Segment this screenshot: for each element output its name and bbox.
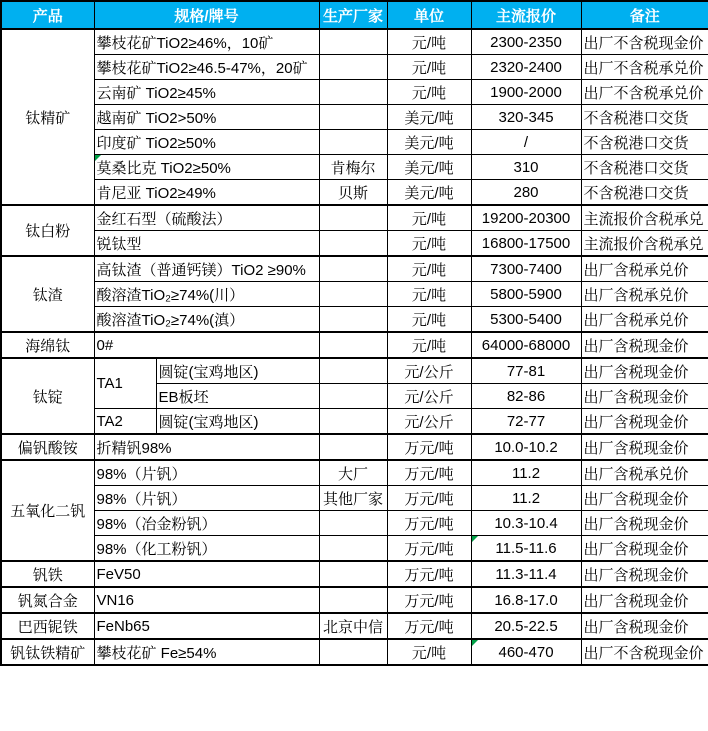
cell-maker[interactable] (319, 409, 387, 435)
cell-maker[interactable]: 北京中信 (319, 613, 387, 639)
table-row (1, 613, 708, 639)
cell-spec[interactable]: VN16 (94, 587, 319, 613)
table-row (1, 587, 708, 613)
cell-price[interactable]: 5300-5400 (471, 307, 581, 333)
table-row (1, 409, 708, 435)
table-body (1, 29, 708, 665)
cell-price[interactable]: 19200-20300 (471, 205, 581, 231)
cell-maker[interactable] (319, 307, 387, 333)
cell-unit[interactable]: 美元/吨 (387, 155, 471, 180)
cell-unit[interactable]: 元/吨 (387, 231, 471, 257)
cell-unit[interactable]: 万元/吨 (387, 434, 471, 460)
cell-note[interactable]: 不含税港口交货 (581, 130, 708, 155)
cell-maker[interactable] (319, 282, 387, 307)
cell-price[interactable]: 320-345 (471, 105, 581, 130)
cell-maker[interactable]: 贝斯 (319, 180, 387, 206)
cell-spec[interactable]: FeV50 (94, 561, 319, 587)
table-row (1, 231, 708, 257)
table-row (1, 511, 708, 536)
cell-spec[interactable]: 98%（片钒） (94, 486, 319, 511)
header-price[interactable]: 主流报价 (471, 1, 581, 29)
cell-spec[interactable]: 攀枝花矿TiO2≥46%，10矿 (94, 29, 319, 55)
cell-unit[interactable]: 万元/吨 (387, 561, 471, 587)
cell-unit[interactable]: 元/吨 (387, 282, 471, 307)
cell-spec[interactable]: 攀枝花矿 Fe≥54% (94, 639, 319, 665)
table-header (1, 1, 708, 29)
cell-note[interactable]: 出厂含税现金价 (581, 358, 708, 384)
cell-note[interactable]: 不含税港口交货 (581, 155, 708, 180)
table-row (1, 307, 708, 333)
cell-spec[interactable]: 越南矿 TiO2>50% (94, 105, 319, 130)
table-row (1, 332, 708, 358)
cell-spec[interactable]: 圆锭(宝鸡地区) (156, 409, 319, 435)
cell-price[interactable]: 11.2 (471, 486, 581, 511)
cell-unit[interactable]: 元/公斤 (387, 358, 471, 384)
cell-maker[interactable]: 大厂 (319, 460, 387, 486)
cell-maker[interactable] (319, 384, 387, 409)
cell-product[interactable]: 海绵钛 (1, 332, 94, 358)
cell-maker[interactable] (319, 358, 387, 384)
cell-maker[interactable]: 肯梅尔 (319, 155, 387, 180)
cell-note[interactable]: 出厂含税承兑价 (581, 307, 708, 333)
cell-maker[interactable] (319, 536, 387, 562)
cell-price[interactable]: 2300-2350 (471, 29, 581, 55)
cell-note[interactable]: 主流报价含税承兑 (581, 205, 708, 231)
cell-price[interactable]: 20.5-22.5 (471, 613, 581, 639)
cell-price[interactable]: 11.2 (471, 460, 581, 486)
cell-note[interactable]: 出厂含税现金价 (581, 561, 708, 587)
cell-product[interactable]: 钒氮合金 (1, 587, 94, 613)
cell-maker[interactable] (319, 434, 387, 460)
cell-unit[interactable]: 元/吨 (387, 307, 471, 333)
cell-product[interactable]: 钒铁 (1, 561, 94, 587)
table-row (1, 639, 708, 665)
cell-note[interactable]: 出厂含税现金价 (581, 587, 708, 613)
cell-note[interactable]: 出厂不含税现金价 (581, 639, 708, 665)
cell-unit[interactable]: 元/吨 (387, 639, 471, 665)
table-row (1, 282, 708, 307)
cell-unit[interactable]: 万元/吨 (387, 536, 471, 562)
cell-unit[interactable]: 美元/吨 (387, 130, 471, 155)
cell-note[interactable]: 出厂含税现金价 (581, 409, 708, 435)
cell-spec[interactable]: 酸溶渣TiO₂≥74%(川） (94, 282, 319, 307)
table-row (1, 358, 708, 384)
cell-maker[interactable] (319, 29, 387, 55)
cell-price[interactable]: 64000-68000 (471, 332, 581, 358)
table-row (1, 155, 708, 180)
cell-spec[interactable]: 肯尼亚 TiO2≥49% (94, 180, 319, 206)
cell-note[interactable]: 不含税港口交货 (581, 105, 708, 130)
cell-maker[interactable] (319, 231, 387, 257)
cell-spec[interactable]: FeNb65 (94, 613, 319, 639)
cell-price[interactable]: 72-77 (471, 409, 581, 435)
cell-product[interactable]: 五氧化二钒 (1, 460, 94, 561)
header-unit[interactable]: 单位 (387, 1, 471, 29)
cell-note[interactable]: 出厂不含税承兑价 (581, 55, 708, 80)
cell-unit[interactable]: 美元/吨 (387, 180, 471, 206)
green-triangle-icon (472, 536, 478, 542)
cell-spec[interactable]: 攀枝花矿TiO2≥46.5-47%，20矿 (94, 55, 319, 80)
table-row (1, 55, 708, 80)
cell-unit[interactable]: 元/吨 (387, 205, 471, 231)
cell-price[interactable]: 82-86 (471, 384, 581, 409)
table-row (1, 536, 708, 562)
cell-price[interactable]: 16800-17500 (471, 231, 581, 257)
table-row (1, 561, 708, 587)
cell-spec[interactable]: 高钛渣（普通钙镁）TiO2 ≥90% (94, 256, 319, 282)
cell-note[interactable]: 出厂含税现金价 (581, 486, 708, 511)
cell-unit[interactable]: 万元/吨 (387, 511, 471, 536)
cell-maker[interactable] (319, 80, 387, 105)
green-triangle-icon (472, 640, 478, 646)
cell-unit[interactable]: 元/公斤 (387, 384, 471, 409)
table-row (1, 130, 708, 155)
cell-price[interactable]: 11.5-11.6 (471, 536, 581, 562)
cell-price[interactable]: 10.0-10.2 (471, 434, 581, 460)
cell-note[interactable]: 出厂含税现金价 (581, 332, 708, 358)
cell-price[interactable]: 5800-5900 (471, 282, 581, 307)
cell-maker[interactable] (319, 332, 387, 358)
cell-spec[interactable]: 0# (94, 332, 319, 358)
green-triangle-icon (95, 155, 101, 161)
header-note[interactable]: 备注 (581, 1, 708, 29)
cell-maker[interactable] (319, 511, 387, 536)
header-maker[interactable]: 生产厂家 (319, 1, 387, 29)
table-row (1, 105, 708, 130)
cell-price[interactable]: 10.3-10.4 (471, 511, 581, 536)
cell-note[interactable]: 主流报价含税承兑 (581, 231, 708, 257)
table-row (1, 460, 708, 486)
header-product[interactable]: 产品 (1, 1, 94, 29)
cell-unit[interactable]: 万元/吨 (387, 460, 471, 486)
table-row (1, 256, 708, 282)
cell-product[interactable]: 钛锭 (1, 358, 94, 434)
cell-unit[interactable]: 元/吨 (387, 80, 471, 105)
cell-price[interactable]: 280 (471, 180, 581, 206)
cell-price[interactable]: 77-81 (471, 358, 581, 384)
cell-spec[interactable]: 印度矿 TiO2≥50% (94, 130, 319, 155)
table-row (1, 180, 708, 206)
cell-note[interactable]: 出厂含税现金价 (581, 613, 708, 639)
header-spec[interactable]: 规格/牌号 (94, 1, 319, 29)
cell-spec-grade[interactable]: TA1 (94, 358, 156, 409)
cell-note[interactable]: 出厂含税现金价 (581, 384, 708, 409)
cell-maker[interactable] (319, 105, 387, 130)
cell-spec[interactable]: 金红石型（硫酸法） (94, 205, 319, 231)
cell-price[interactable]: 16.8-17.0 (471, 587, 581, 613)
cell-maker[interactable] (319, 587, 387, 613)
cell-unit[interactable]: 元/吨 (387, 29, 471, 55)
cell-price[interactable]: 2320-2400 (471, 55, 581, 80)
cell-note[interactable]: 出厂含税现金价 (581, 536, 708, 562)
cell-spec[interactable]: 98%（片钒） (94, 460, 319, 486)
table-row (1, 205, 708, 231)
table-row (1, 29, 708, 55)
cell-price[interactable]: 460-470 (471, 639, 581, 665)
cell-spec[interactable]: 云南矿 TiO2≥45% (94, 80, 319, 105)
cell-unit[interactable]: 元/吨 (387, 332, 471, 358)
cell-maker[interactable] (319, 55, 387, 80)
cell-unit[interactable]: 万元/吨 (387, 613, 471, 639)
cell-unit[interactable]: 美元/吨 (387, 105, 471, 130)
cell-spec[interactable]: 折精钒98% (94, 434, 319, 460)
table-row (1, 486, 708, 511)
cell-note[interactable]: 出厂含税现金价 (581, 434, 708, 460)
cell-unit[interactable]: 元/吨 (387, 55, 471, 80)
cell-maker[interactable] (319, 561, 387, 587)
table-row (1, 434, 708, 460)
cell-spec-grade[interactable]: TA2 (94, 409, 156, 435)
cell-maker[interactable] (319, 639, 387, 665)
cell-price[interactable]: 1900-2000 (471, 80, 581, 105)
cell-maker[interactable]: 其他厂家 (319, 486, 387, 511)
cell-spec[interactable]: 锐钛型 (94, 231, 319, 257)
cell-note[interactable]: 出厂含税现金价 (581, 511, 708, 536)
cell-maker[interactable] (319, 205, 387, 231)
cell-spec[interactable]: 98%（化工粉钒） (94, 536, 319, 562)
cell-product[interactable]: 偏钒酸铵 (1, 434, 94, 460)
cell-spec[interactable]: 莫桑比克 TiO2≥50% (94, 155, 319, 180)
cell-product[interactable]: 钛白粉 (1, 205, 94, 256)
cell-spec[interactable]: 酸溶渣TiO₂≥74%(滇） (94, 307, 319, 333)
table-row (1, 80, 708, 105)
cell-price[interactable]: 11.3-11.4 (471, 561, 581, 587)
cell-note[interactable]: 出厂不含税承兑价 (581, 80, 708, 105)
cell-unit[interactable]: 元/吨 (387, 256, 471, 282)
cell-note[interactable]: 不含税港口交货 (581, 180, 708, 206)
cell-unit[interactable]: 万元/吨 (387, 486, 471, 511)
cell-note[interactable]: 出厂含税承兑价 (581, 460, 708, 486)
cell-maker[interactable] (319, 130, 387, 155)
cell-price[interactable]: 310 (471, 155, 581, 180)
cell-unit[interactable]: 万元/吨 (387, 587, 471, 613)
cell-price[interactable]: / (471, 130, 581, 155)
header-row (1, 1, 708, 29)
cell-price[interactable]: 7300-7400 (471, 256, 581, 282)
cell-maker[interactable] (319, 256, 387, 282)
cell-spec[interactable]: 98%（冶金粉钒） (94, 511, 319, 536)
cell-note[interactable]: 出厂含税承兑价 (581, 282, 708, 307)
cell-product[interactable]: 钒钛铁精矿 (1, 639, 94, 665)
cell-unit[interactable]: 元/公斤 (387, 409, 471, 435)
cell-spec[interactable]: 圆锭(宝鸡地区) (156, 358, 319, 384)
cell-spec[interactable]: EB板坯 (156, 384, 319, 409)
cell-note[interactable]: 出厂不含税现金价 (581, 29, 708, 55)
cell-product[interactable]: 巴西铌铁 (1, 613, 94, 639)
cell-product[interactable]: 钛精矿 (1, 29, 94, 205)
cell-product[interactable]: 钛渣 (1, 256, 94, 332)
cell-note[interactable]: 出厂含税承兑价 (581, 256, 708, 282)
